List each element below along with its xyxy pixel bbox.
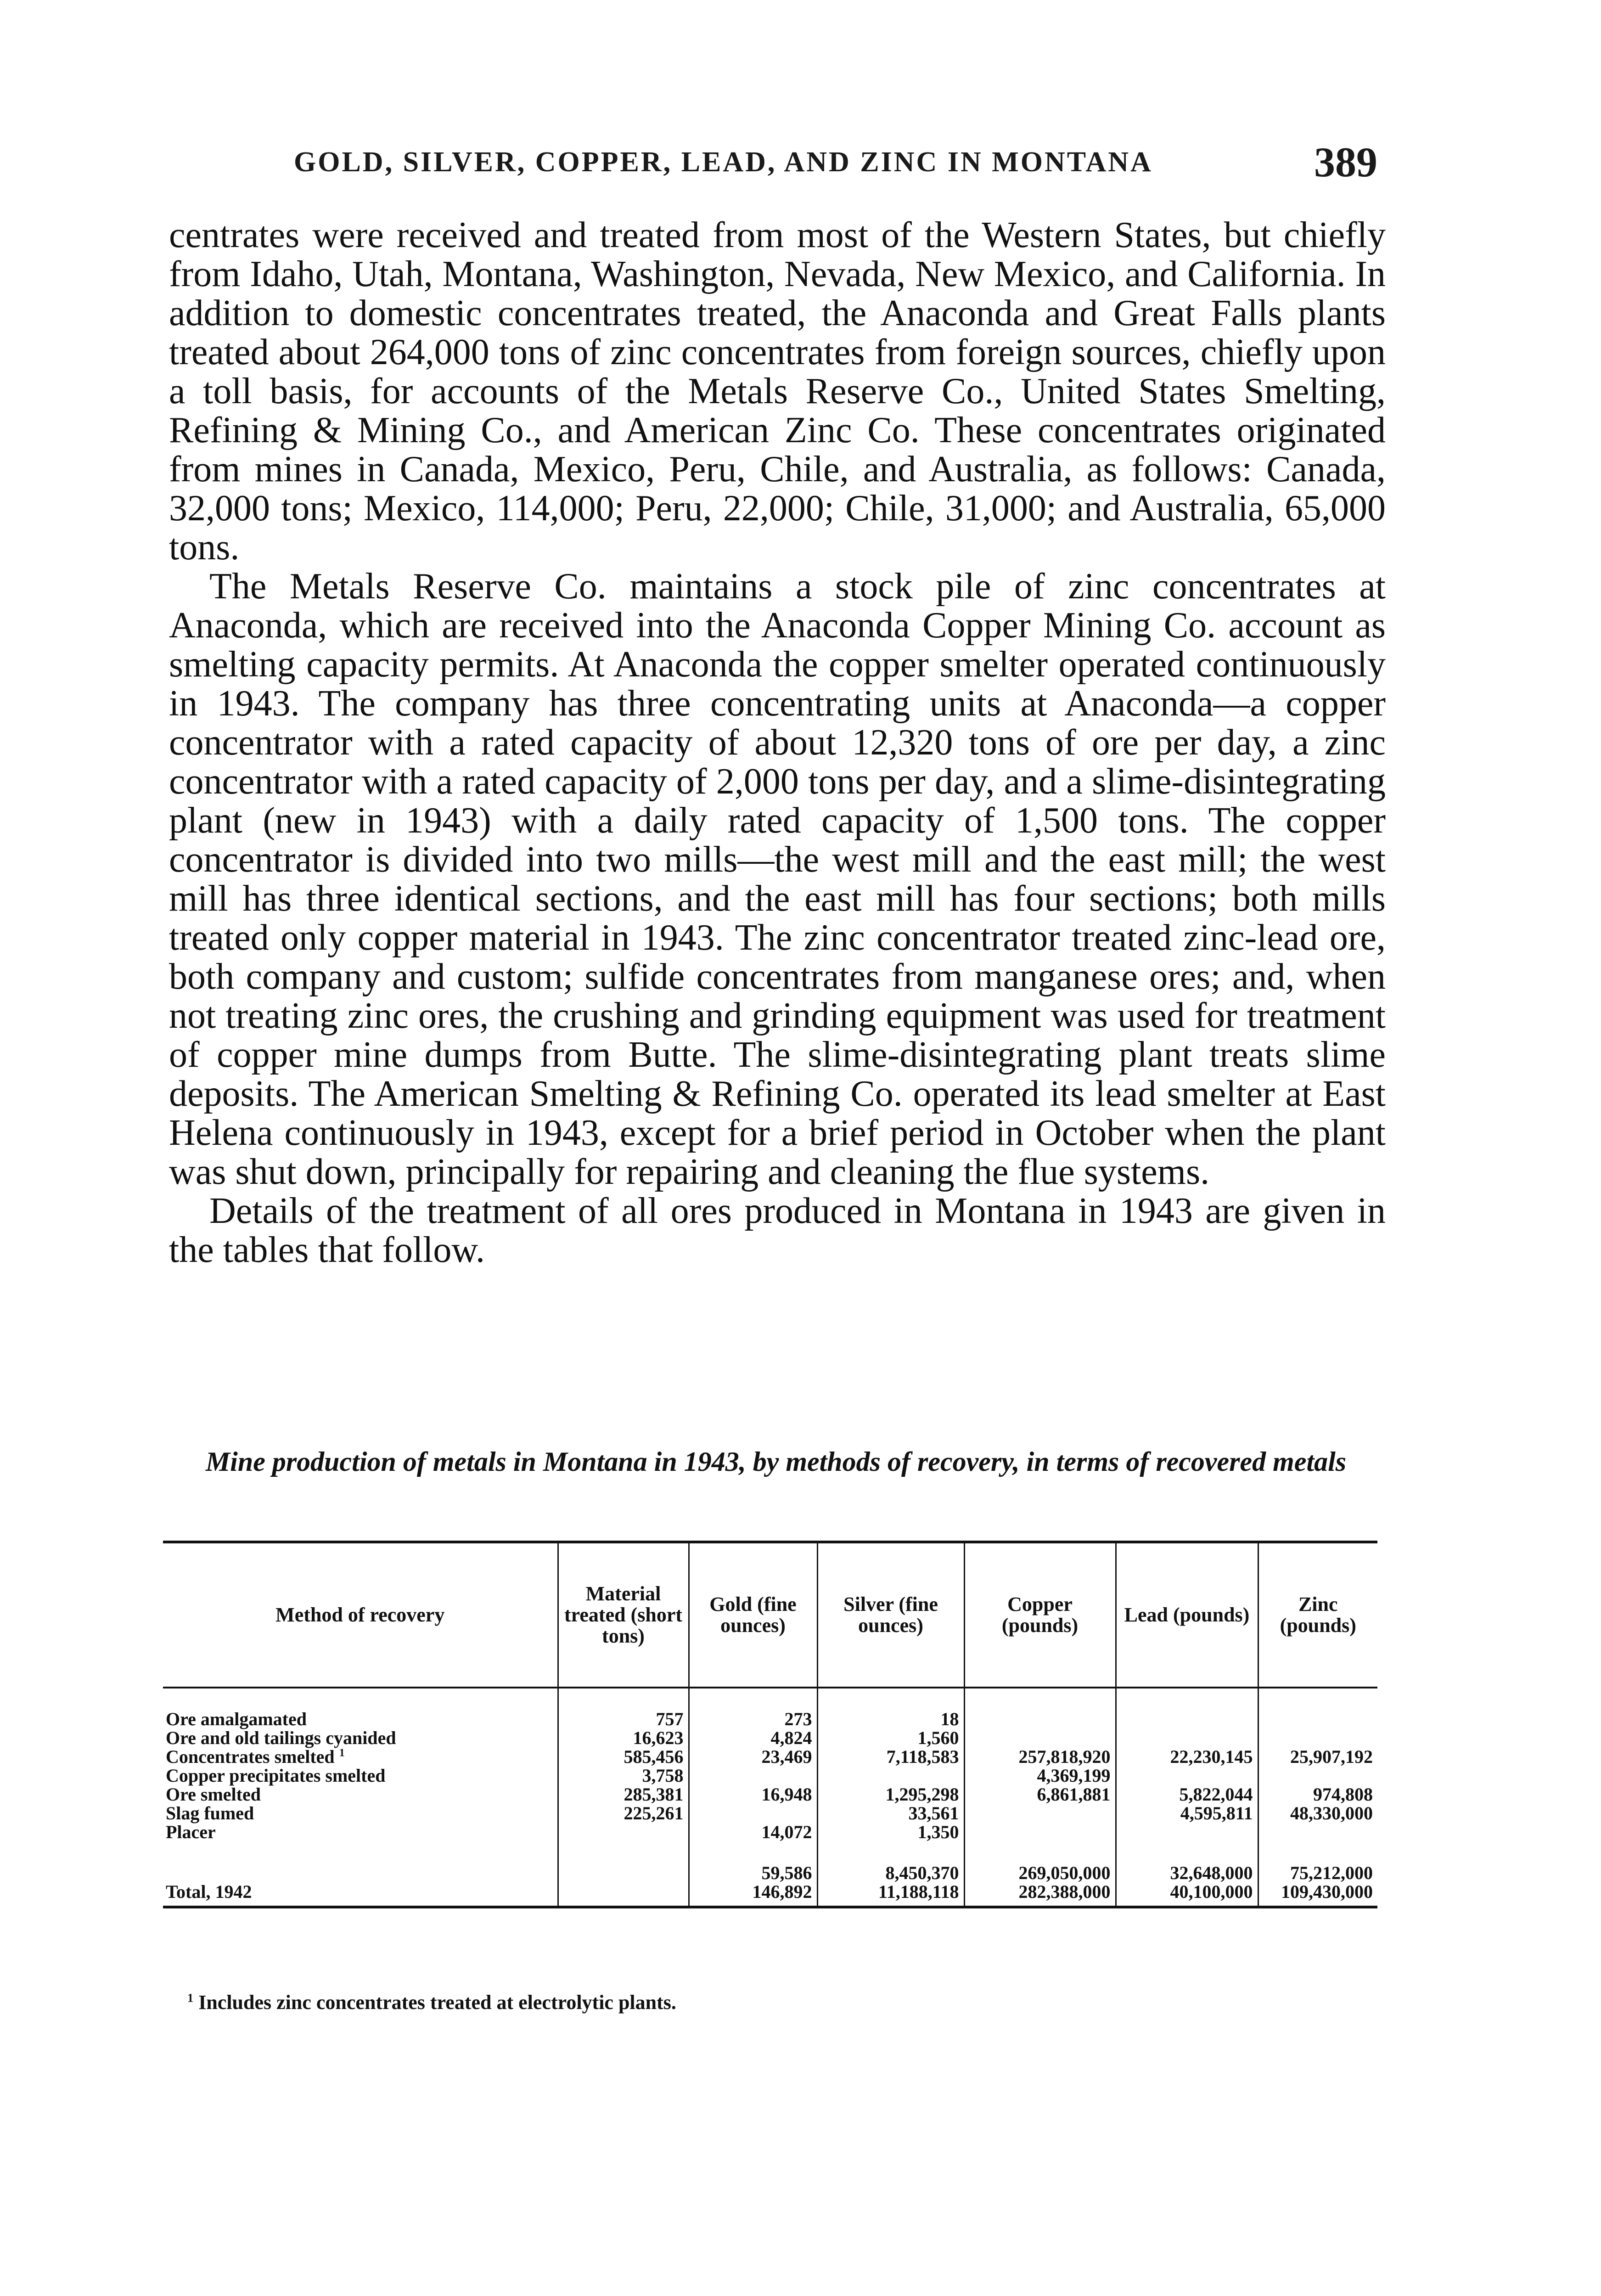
table-title: Mine production of metals in Montana in 1943, by methods of recovery, in terms of recovered metals — [205, 1446, 1347, 1477]
gold-cell — [689, 1804, 817, 1823]
column-header-silver: Silver (fine ounces) — [817, 1542, 964, 1688]
gold-cell: 14,072 — [689, 1823, 817, 1841]
method-label: Concentrates smelted — [166, 1746, 335, 1767]
silver-cell — [817, 1766, 964, 1785]
copper-cell: 282,388,000 — [964, 1882, 1116, 1907]
table-row — [163, 1785, 1377, 1804]
paragraph-2: The Metals Reserve Co. maintains a stock pile of zinc concentrates at Anaconda, which are received into the Anaconda Copper Mining Co. account as smelting capacity permits. At Anaconda the copper smelter operated continuously in 1943. The company has three concentrating units at Anaconda—a copper concentrator with a rated capacity of about 12,320 tons of ore per day, a zinc concentrator with a rated capacity of 2,000 tons per day, and a slime-disintegrating plant (new in 1943) with a daily rated capacity of 1,500 tons. The copper concentrator is divided into two mills—the west mill and the east mill; the west mill has three identical sections, and the east mill has four sections; both mills treated only copper material in 1943. The zinc concentrator treated zinc-lead ore, both company and custom; sulfide concentrates from manganese ores; and, when not treating zinc ores, the crushing and grinding equipment was used for treatment of copper mine dumps from Butte. The slime-disintegrating plant treats slime deposits. The American Smelting & Refining Co. operated its lead smelter at East Helena continuously in 1943, except for a brief period in October when the plant was shut down, principally for repairing and cleaning the flue systems. — [169, 566, 1386, 1192]
table-row — [163, 1747, 1377, 1766]
spacer-row — [163, 1688, 1377, 1710]
lead-cell — [1116, 1766, 1258, 1785]
method-cell: Ore smelted — [166, 1784, 261, 1805]
footnote-mark: 1 — [187, 1991, 194, 2005]
material-cell — [558, 1823, 689, 1841]
lead-cell: 22,230,145 — [1116, 1747, 1258, 1766]
copper-cell — [964, 1804, 1116, 1823]
zinc-cell: 48,330,000 — [1258, 1804, 1377, 1823]
spacer-row — [163, 1841, 1377, 1863]
material-cell: 16,623 — [558, 1728, 689, 1747]
total-row — [163, 1863, 1377, 1882]
column-header-method: Method of recovery — [163, 1542, 558, 1688]
column-header-material: Material treated (short tons) — [558, 1542, 689, 1688]
copper-cell — [964, 1823, 1116, 1841]
column-header-gold: Gold (fine ounces) — [689, 1542, 817, 1688]
silver-cell: 18 — [817, 1710, 964, 1728]
copper-cell: 257,818,920 — [964, 1747, 1116, 1766]
gold-cell — [689, 1766, 817, 1785]
material-cell — [558, 1863, 689, 1882]
gold-cell: 16,948 — [689, 1785, 817, 1804]
method-cell: Ore amalgamated — [166, 1709, 307, 1729]
gold-cell: 273 — [689, 1710, 817, 1728]
copper-cell: 4,369,199 — [964, 1766, 1116, 1785]
column-header-zinc: Zinc (pounds) — [1258, 1542, 1377, 1688]
table-row — [163, 1728, 1377, 1747]
silver-cell: 1,295,298 — [817, 1785, 964, 1804]
table-header-row — [163, 1542, 1377, 1688]
zinc-cell: 25,907,192 — [1258, 1747, 1377, 1766]
column-header-lead: Lead (pounds) — [1116, 1542, 1258, 1688]
material-cell: 757 — [558, 1710, 689, 1728]
body-text — [169, 216, 1386, 1270]
lead-cell — [1116, 1728, 1258, 1747]
zinc-cell: 75,212,000 — [1258, 1863, 1377, 1882]
footnote-mark: 1 — [339, 1747, 345, 1759]
silver-cell: 11,188,118 — [817, 1882, 964, 1907]
zinc-cell — [1258, 1728, 1377, 1747]
paragraph-1: centrates were received and treated from most of the Western States, but chiefly from Idaho, Utah, Montana, Washington, Nevada, New Mexico, and California. In addition to domestic concentrates treated, the Anaconda and Great Falls plants treated about 264,000 tons of zinc concentrates from foreign sources, chiefly upon a toll basis, for accounts of the Metals Reserve Co., United States Smelting, Refining & Mining Co., and American Zinc Co. These concentrates originated from mines in Canada, Mexico, Peru, Chile, and Australia, as follows: Canada, 32,000 tons; Mexico, 114,000; Peru, 22,000; Chile, 31,000; and Australia, 65,000 tons. — [169, 215, 1386, 568]
material-cell — [558, 1882, 689, 1907]
material-cell: 3,758 — [558, 1766, 689, 1785]
table-row — [163, 1710, 1377, 1728]
column-header-copper: Copper (pounds) — [964, 1542, 1116, 1688]
total-1942-row — [163, 1882, 1377, 1907]
copper-cell: 269,050,000 — [964, 1863, 1116, 1882]
silver-cell: 33,561 — [817, 1804, 964, 1823]
lead-cell: 4,595,811 — [1116, 1804, 1258, 1823]
silver-cell: 8,450,370 — [817, 1863, 964, 1882]
material-cell: 285,381 — [558, 1785, 689, 1804]
copper-cell — [964, 1710, 1116, 1728]
gold-cell: 23,469 — [689, 1747, 817, 1766]
total-label-cell — [163, 1863, 558, 1882]
method-cell — [163, 1747, 558, 1766]
method-cell: Slag fumed — [166, 1803, 254, 1823]
zinc-cell — [1258, 1823, 1377, 1841]
silver-cell: 1,560 — [817, 1728, 964, 1747]
method-cell: Ore and old tailings cyanided — [166, 1728, 396, 1748]
footnote-text: Includes zinc concentrates treated at electrolytic plants. — [198, 1991, 676, 2014]
table-footnote — [187, 1991, 676, 2014]
silver-cell: 1,350 — [817, 1823, 964, 1841]
lead-cell: 32,648,000 — [1116, 1863, 1258, 1882]
lead-cell — [1116, 1710, 1258, 1728]
copper-cell — [964, 1728, 1116, 1747]
zinc-cell: 109,430,000 — [1258, 1882, 1377, 1907]
running-head: GOLD, SILVER, COPPER, LEAD, AND ZINC IN MONTANA — [294, 146, 1153, 178]
zinc-cell — [1258, 1710, 1377, 1728]
table-row — [163, 1823, 1377, 1841]
gold-cell: 4,824 — [689, 1728, 817, 1747]
silver-cell: 7,118,583 — [817, 1747, 964, 1766]
lead-cell: 5,822,044 — [1116, 1785, 1258, 1804]
table-row — [163, 1766, 1377, 1785]
page-number: 389 — [1314, 139, 1377, 186]
method-cell: Placer — [166, 1822, 216, 1842]
total-label-cell: Total, 1942 — [163, 1882, 558, 1907]
material-cell: 225,261 — [558, 1804, 689, 1823]
gold-cell: 146,892 — [689, 1882, 817, 1907]
material-cell: 585,456 — [558, 1747, 689, 1766]
lead-cell — [1116, 1823, 1258, 1841]
gold-cell: 59,586 — [689, 1863, 817, 1882]
table-row — [163, 1804, 1377, 1823]
lead-cell: 40,100,000 — [1116, 1882, 1258, 1907]
recovery-table — [163, 1541, 1377, 1908]
zinc-cell — [1258, 1766, 1377, 1785]
paragraph-3: Details of the treatment of all ores produced in Montana in 1943 are given in the tables that follow. — [169, 1191, 1386, 1270]
method-cell: Copper precipitates smelted — [166, 1765, 386, 1786]
zinc-cell: 974,808 — [1258, 1785, 1377, 1804]
copper-cell: 6,861,881 — [964, 1785, 1116, 1804]
